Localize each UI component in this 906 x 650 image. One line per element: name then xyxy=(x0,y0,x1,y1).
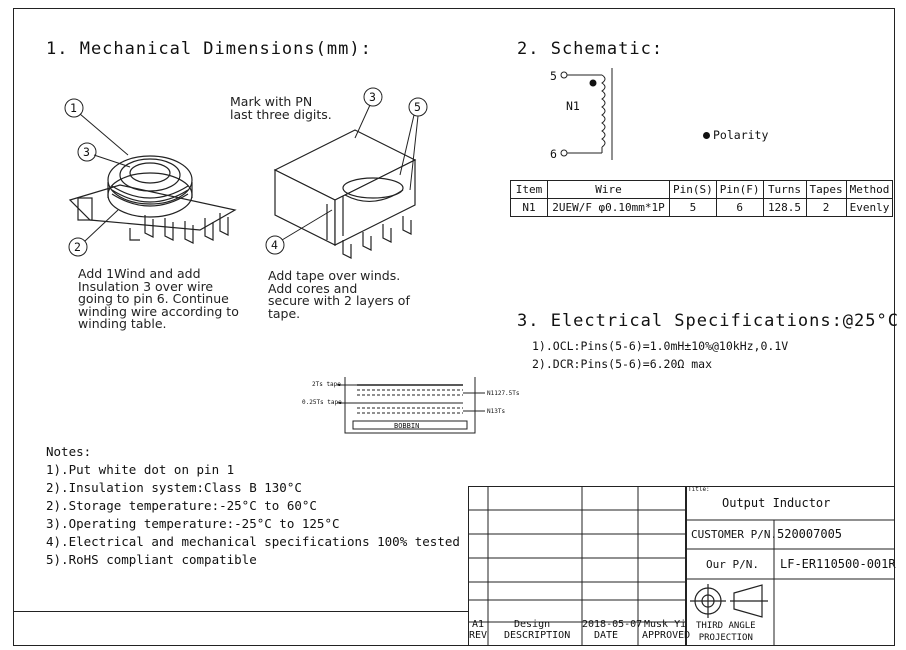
callout-1: 1 xyxy=(70,101,77,115)
tape-label-2ts: 2Ts tape xyxy=(312,381,341,388)
right-caption: Add tape over winds. Add cores and secure with 2 layers of tape. xyxy=(268,268,410,321)
winding-table-header xyxy=(511,181,893,199)
col-wire: Wire xyxy=(548,181,670,199)
layer-label-n1127: N1127.5Ts xyxy=(487,390,520,397)
note-item: 1).Put white dot on pin 1 xyxy=(46,462,235,477)
customer-pn-label: CUSTOMER P/N. xyxy=(691,528,778,541)
spec-ocl: 1).OCL:Pins(5-6)=1.0mH±10%@10kHz,0.1V xyxy=(532,339,789,353)
col-tapes: Tapes xyxy=(806,181,846,199)
table-row: N1 2UEW/F φ0.10mm*1P 5 6 128.5 2 Evenly xyxy=(511,199,893,217)
approved-header: APPROVED xyxy=(642,630,691,641)
left-caption: Add 1Wind and add Insulation 3 over wire going to pin 6. Continue winding wire according to winding table. xyxy=(78,266,239,331)
desc-header: DESCRIPTION xyxy=(504,630,571,641)
third-angle-projection-icon xyxy=(690,582,770,620)
note-item: 3).Operating temperature:-25°C to 125°C xyxy=(46,516,340,531)
col-pin-s: Pin(S) xyxy=(670,181,717,199)
our-pn-label: Our P/N. xyxy=(706,558,759,571)
spec-dcr: 2).DCR:Pins(5-6)=6.20Ω max xyxy=(532,357,713,371)
pin-5-label: 5 xyxy=(550,69,557,83)
title-label: Title: xyxy=(688,486,710,493)
note-item: 2).Storage temperature:-25°C to 60°C xyxy=(46,498,317,513)
mechanical-title: 1. Mechanical Dimensions(mm): xyxy=(46,39,372,59)
customer-pn-value: 520007005 xyxy=(777,527,843,541)
note-item: 5).RoHS compliant compatible xyxy=(46,552,257,567)
callout-3: 3 xyxy=(83,145,90,159)
rev-value: A1 xyxy=(472,619,485,630)
polarity-dot xyxy=(590,80,597,87)
projection-label: THIRD ANGLE PROJECTION xyxy=(696,621,756,643)
callout-2: 2 xyxy=(74,240,81,254)
rev-header: REV xyxy=(469,630,488,641)
electrical-title: 3. Electrical Specifications:@25°C xyxy=(517,311,899,331)
callout-5: 5 xyxy=(414,100,421,114)
winding-table xyxy=(510,180,893,217)
date-value: 2018-05-07 xyxy=(582,619,643,630)
callout-4: 4 xyxy=(271,238,278,252)
mark-note: Mark with PN last three digits. xyxy=(230,94,332,122)
tape-label-025ts: 0.25Ts tape xyxy=(302,399,342,406)
schematic-title: 2. Schematic: xyxy=(517,39,664,59)
pin-6-label: 6 xyxy=(550,147,557,161)
callout-3-right: 3 xyxy=(369,90,376,104)
our-pn-value: LF-ER110500-001R xyxy=(780,557,896,571)
layer-label-n13: N13Ts xyxy=(487,408,506,415)
title-value: Output Inductor xyxy=(722,496,831,510)
callout-circles-left xyxy=(60,95,120,265)
col-turns: Turns xyxy=(763,181,806,199)
approved-value: Musk Yi xyxy=(644,619,687,630)
note-item: 4).Electrical and mechanical specifications 100% tested xyxy=(46,534,460,549)
notes-title: Notes: xyxy=(46,444,92,459)
col-pin-f: Pin(F) xyxy=(716,181,763,199)
col-method: Method xyxy=(846,181,893,199)
polarity-legend: Polarity xyxy=(703,128,768,142)
col-item: Item xyxy=(511,181,548,199)
schematic-diagram xyxy=(550,66,630,166)
bobbin-label: BOBBIN xyxy=(394,422,420,430)
desc-value: Design xyxy=(514,619,551,630)
notes xyxy=(46,443,460,569)
note-item: 2).Insulation system:Class B 130°C xyxy=(46,480,302,495)
polarity-legend-dot xyxy=(703,132,710,139)
bottom-rule xyxy=(13,611,468,612)
winding-label: N1 xyxy=(566,99,580,113)
date-header: DATE xyxy=(594,630,619,641)
